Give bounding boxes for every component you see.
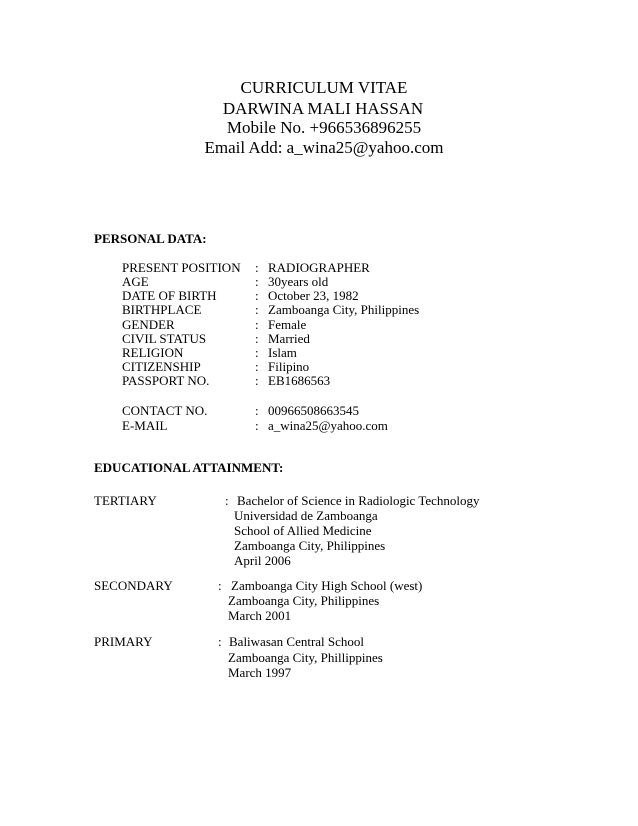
pd-label-present-position: PRESENT POSITION (122, 260, 241, 275)
pd-label-age: AGE (122, 274, 149, 289)
secondary-school: Zamboanga City High School (west) (231, 578, 423, 593)
tertiary-label: TERTIARY (94, 493, 157, 508)
pd-colon: : (255, 373, 259, 388)
secondary-date: March 2001 (228, 608, 292, 623)
pd-colon: : (255, 302, 259, 317)
pd-colon: : (255, 418, 259, 433)
tertiary-date: April 2006 (234, 553, 291, 568)
pd-value-citizenship: Filipino (268, 359, 310, 374)
applicant-name: DARWINA MALI HASSAN (222, 99, 424, 118)
pd-label-passport-no: PASSPORT NO. (122, 373, 210, 388)
pd-value-civil-status: Married (268, 331, 310, 346)
pd-label-citizenship: CITIZENSHIP (122, 359, 201, 374)
primary-location: Zamboanga City, Phillippines (228, 650, 383, 665)
tertiary-degree: Bachelor of Science in Radiologic Technology (237, 493, 480, 508)
tertiary-colon: : (225, 493, 229, 508)
pd-label-religion: RELIGION (122, 345, 184, 360)
mobile-number: Mobile No. +966536896255 (226, 118, 422, 137)
pd-value-passport-no: EB1686563 (268, 373, 331, 388)
tertiary-school: Universidad de Zamboanga (234, 508, 378, 523)
pd-value-birthplace: Zamboanga City, Philippines (268, 302, 420, 317)
tertiary-college: School of Allied Medicine (234, 523, 372, 538)
pd-colon: : (255, 288, 259, 303)
pd-label-birthplace: BIRTHPLACE (122, 302, 202, 317)
pd-value-email: a_wina25@yahoo.com (268, 418, 388, 433)
education-heading: EDUCATIONAL ATTAINMENT: (94, 460, 284, 475)
cv-title: CURRICULUM VITAE (240, 78, 408, 97)
pd-value-present-position: RADIOGRAPHER (268, 260, 370, 275)
tertiary-location: Zamboanga City, Philippines (234, 538, 386, 553)
primary-school: Baliwasan Central School (229, 634, 365, 649)
pd-colon: : (255, 260, 259, 275)
pd-label-email: E-MAIL (122, 418, 168, 433)
pd-colon: : (255, 403, 259, 418)
primary-date: March 1997 (228, 665, 292, 680)
pd-value-religion: Islam (268, 345, 297, 360)
pd-value-age: 30years old (268, 274, 329, 289)
pd-value-gender: Female (268, 317, 307, 332)
secondary-label: SECONDARY (94, 578, 173, 593)
pd-colon: : (255, 359, 259, 374)
personal-data-heading: PERSONAL DATA: (94, 231, 207, 246)
pd-value-date-of-birth: October 23, 1982 (268, 288, 359, 303)
primary-colon: : (218, 634, 222, 649)
primary-label: PRIMARY (94, 634, 153, 649)
pd-colon: : (255, 331, 259, 346)
pd-label-civil-status: CIVIL STATUS (122, 331, 207, 346)
pd-colon: : (255, 345, 259, 360)
pd-label-date-of-birth: DATE OF BIRTH (122, 288, 217, 303)
email-address: Email Add: a_wina25@yahoo.com (204, 138, 444, 157)
pd-value-contact-no: 00966508663545 (268, 403, 359, 418)
secondary-colon: : (218, 578, 222, 593)
pd-label-contact-no: CONTACT NO. (122, 403, 208, 418)
pd-colon: : (255, 274, 259, 289)
pd-label-gender: GENDER (122, 317, 175, 332)
secondary-location: Zamboanga City, Philippines (228, 593, 380, 608)
pd-colon: : (255, 317, 259, 332)
